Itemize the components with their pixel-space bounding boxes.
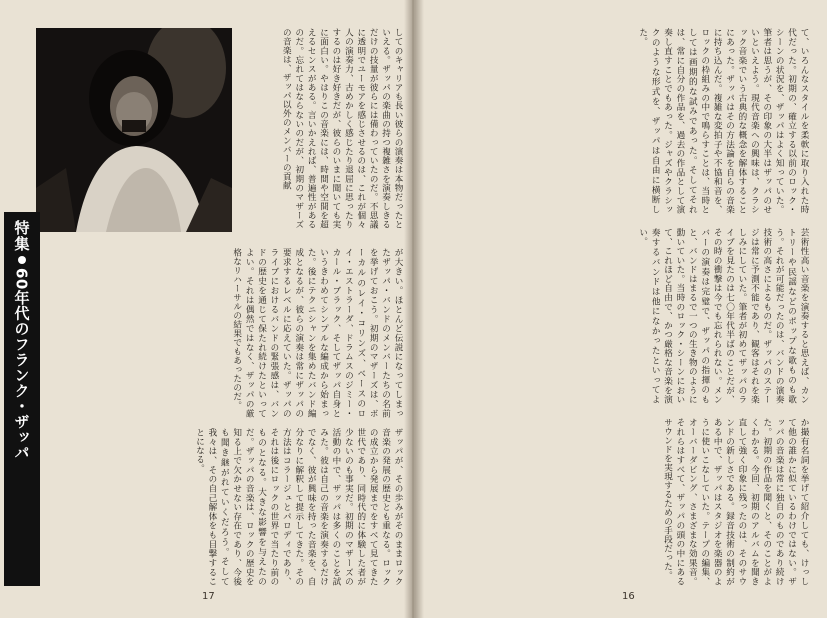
right-column-2: 芸術性高い音楽を演奏すると思えば、カントリーや民謡などのポップな歌ものも歌う。それが可能だったのは、バンドの演奏技術の高さによるものだ。ザッパのステージは常に予測不能であり、観客はそれを楽しみにしていた。筆者が初めてザッパのライブを見たのは七〇年代半ばのことだが、その時の衝撃は今でも忘れられない。メンバーの演奏は完璧で、ザッパの指揮のもと、バンドはまるで一つの生き物のように動いていた。当時のロック・シーンにおいて、これほど自由で、かつ厳格な音楽を演奏するバンドは他になかったといってよい。 [637, 228, 809, 404]
left-column-1: してのキャリアも長い彼らの演奏は本物だったといえる。ザッパの楽曲の持つ複雑さを演奏しきるだけの技量が彼らには備わっていたのだ。不思議に透明でユーモアを感じさせるのは、これが個々人の演奏力、古めかしく感じたり退屈に思ったりするのは好き好きだが、彼らのいまに聞いても実に面白い。やはりこの音楽には、時間や空間を超えるセンスがある。言いかえれば、普遍性があるのだ。忘れてはならないのだが、初期のマザーズの音楽は、ザッパ以外のメンバーの貢献 [281, 28, 403, 229]
left-page [0, 0, 412, 618]
right-page [414, 0, 827, 618]
right-column-1: て、いろんなスタイルを柔軟に取り入れた時代だった。初期の、確立する以前のロック・シーンの状況を、ザッパはよく知っていた。筆者は思うが、その印象の大半はザッパのせいといえよう。現代音楽への興味は、クラシック音楽でいう古典的な概念を解体することにあった。ザッパはその方法論を自らの音楽に持ち込んだ。複雑な変拍子や不協和音を、ロックの枠組みの中で鳴らすことは、当時としては画期的な試みであった。そしてそれは、常に自分の作品を、過去の作品として演奏し直すことでもあった。ジャズやクラシックのような形式を、ザッパは自由に横断した。 [637, 28, 809, 214]
portrait-illustration [36, 28, 232, 232]
left-column-3: ザッパが、その歩みがそのままロック音楽の発展の歴史とも重なる。ロックの成立から発展までをすべて見てきた世代であり、同時代的に体験した者が少ないのも事実だ。初期のマザーズの活動の中で、ザッパは多くのことを試みた。彼は自己の音楽を演奏するだけでなく、彼が興味を持った音楽を、自分なりに解釈して提示してきた。その方法はコラージュとパロディであり、それは後にロックの世界で当たり前のものとなる。大きな影響を与えたのだ。ザッパの音楽は、ロックの歴史を知る上で欠かせない存在であり、今後も聞き継がれていくだろう。そして我々は、その自己解体をも目撃することになる。 [194, 428, 403, 586]
page-number-left: 17 [202, 591, 215, 602]
right-column-3: か撮有名詞を挙げて紹介しても、けっして他の誰かに似ているわけではない。ザッパの音楽は常に独自のものであり続けた。初期の作品を聞くと、そのことがよくわかる。今回、初期のアルバムを聞き直して強く印象に残ったのは、そのサウンドの新しさである。録音技術の制約がある中で、ザッパはスタジオを楽器のように使いこなしていた。テープの編集、オーバーダビング、さまざまな効果音。それらはすべて、ザッパの頭の中にあるサウンドを実現するための手段だった。 [662, 418, 809, 586]
banner-dot-icon [18, 256, 26, 264]
feature-banner [4, 212, 40, 586]
page-number-right: 16 [622, 591, 635, 602]
feature-tag: 特集 [12, 220, 31, 252]
left-column-2: が大きい。ほとんど伝説になってしまったザッパ・バンドのメンバーたちの名前を挙げておこう。初期のマザーズは、ボーカルのレイ・コリンズ、ベースのロイ・エストラーダ、ドラムスのジミー・カール・ブラック、そしてザッパ自身というきわめてシンプルな編成から始まった。後にテクニシャンを集めたバンド編成となるが、彼らの演奏は常にザッパの要求するレベルに応えていた。ザッパのライブにおけるバンドの緊張感は、バンドの歴史を通じて保たれ続けたといってよい。それは偶然ではなく、ザッパの厳格なリハーサルの結果でもあったのだ。 [231, 248, 403, 418]
portrait-photo [36, 28, 232, 232]
feature-title: 60年代のフランク・ザッパ [12, 268, 31, 461]
